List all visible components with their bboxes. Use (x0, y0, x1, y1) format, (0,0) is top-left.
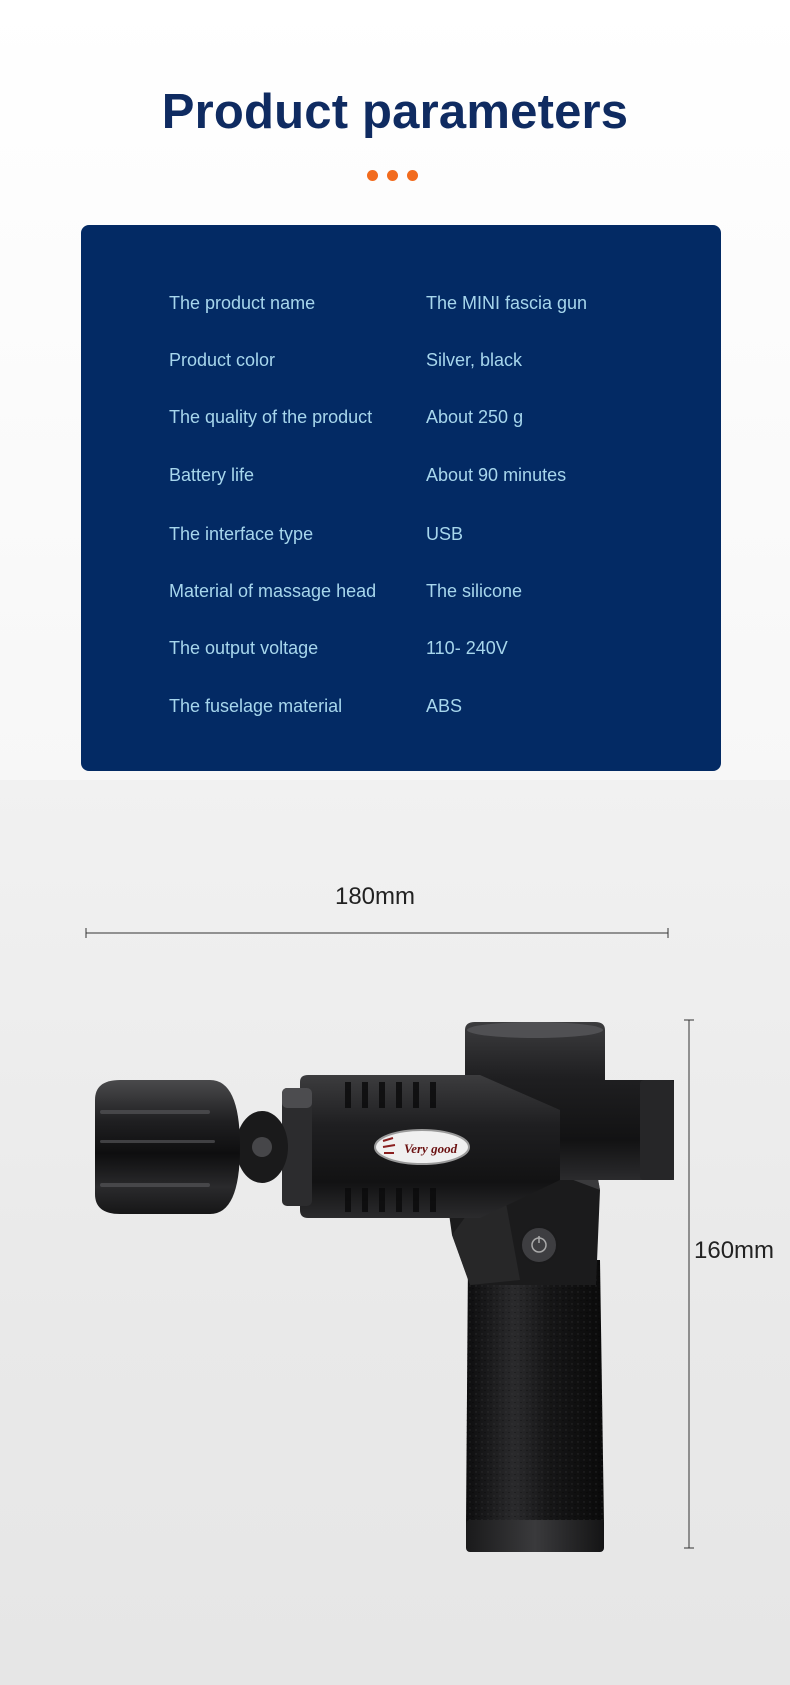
param-value: The silicone (426, 581, 523, 601)
param-value: USB (426, 524, 464, 544)
param-value: 110- 240V (426, 638, 508, 658)
gun-handle (466, 1260, 604, 1552)
param-label: The fuselage material (169, 696, 343, 716)
param-value: Silver, black (426, 350, 523, 370)
height-dimension-label: 160mm (694, 1237, 775, 1264)
param-label: The product name (169, 293, 316, 313)
param-label: Battery life (169, 465, 255, 485)
param-value: The MINI fascia gun (426, 293, 588, 313)
brand-badge-text: Very good (404, 1141, 458, 1156)
param-label: The output voltage (169, 638, 319, 658)
power-button-icon[interactable] (521, 1227, 557, 1263)
param-label: Material of massage head (169, 581, 377, 601)
param-label: The quality of the product (169, 407, 373, 427)
param-label: The interface type (169, 524, 314, 544)
height-dimension-line (684, 1020, 694, 1548)
brand-badge (375, 1130, 469, 1164)
page-title: Product parameters (161, 85, 629, 139)
param-value: ABS (426, 696, 463, 716)
param-value: About 250 g (426, 407, 524, 427)
param-label: Product color (169, 350, 276, 370)
width-dimension-line (86, 928, 668, 938)
param-value: About 90 minutes (426, 465, 567, 485)
width-dimension-label: 180mm (334, 883, 416, 910)
massage-head (95, 1080, 288, 1214)
